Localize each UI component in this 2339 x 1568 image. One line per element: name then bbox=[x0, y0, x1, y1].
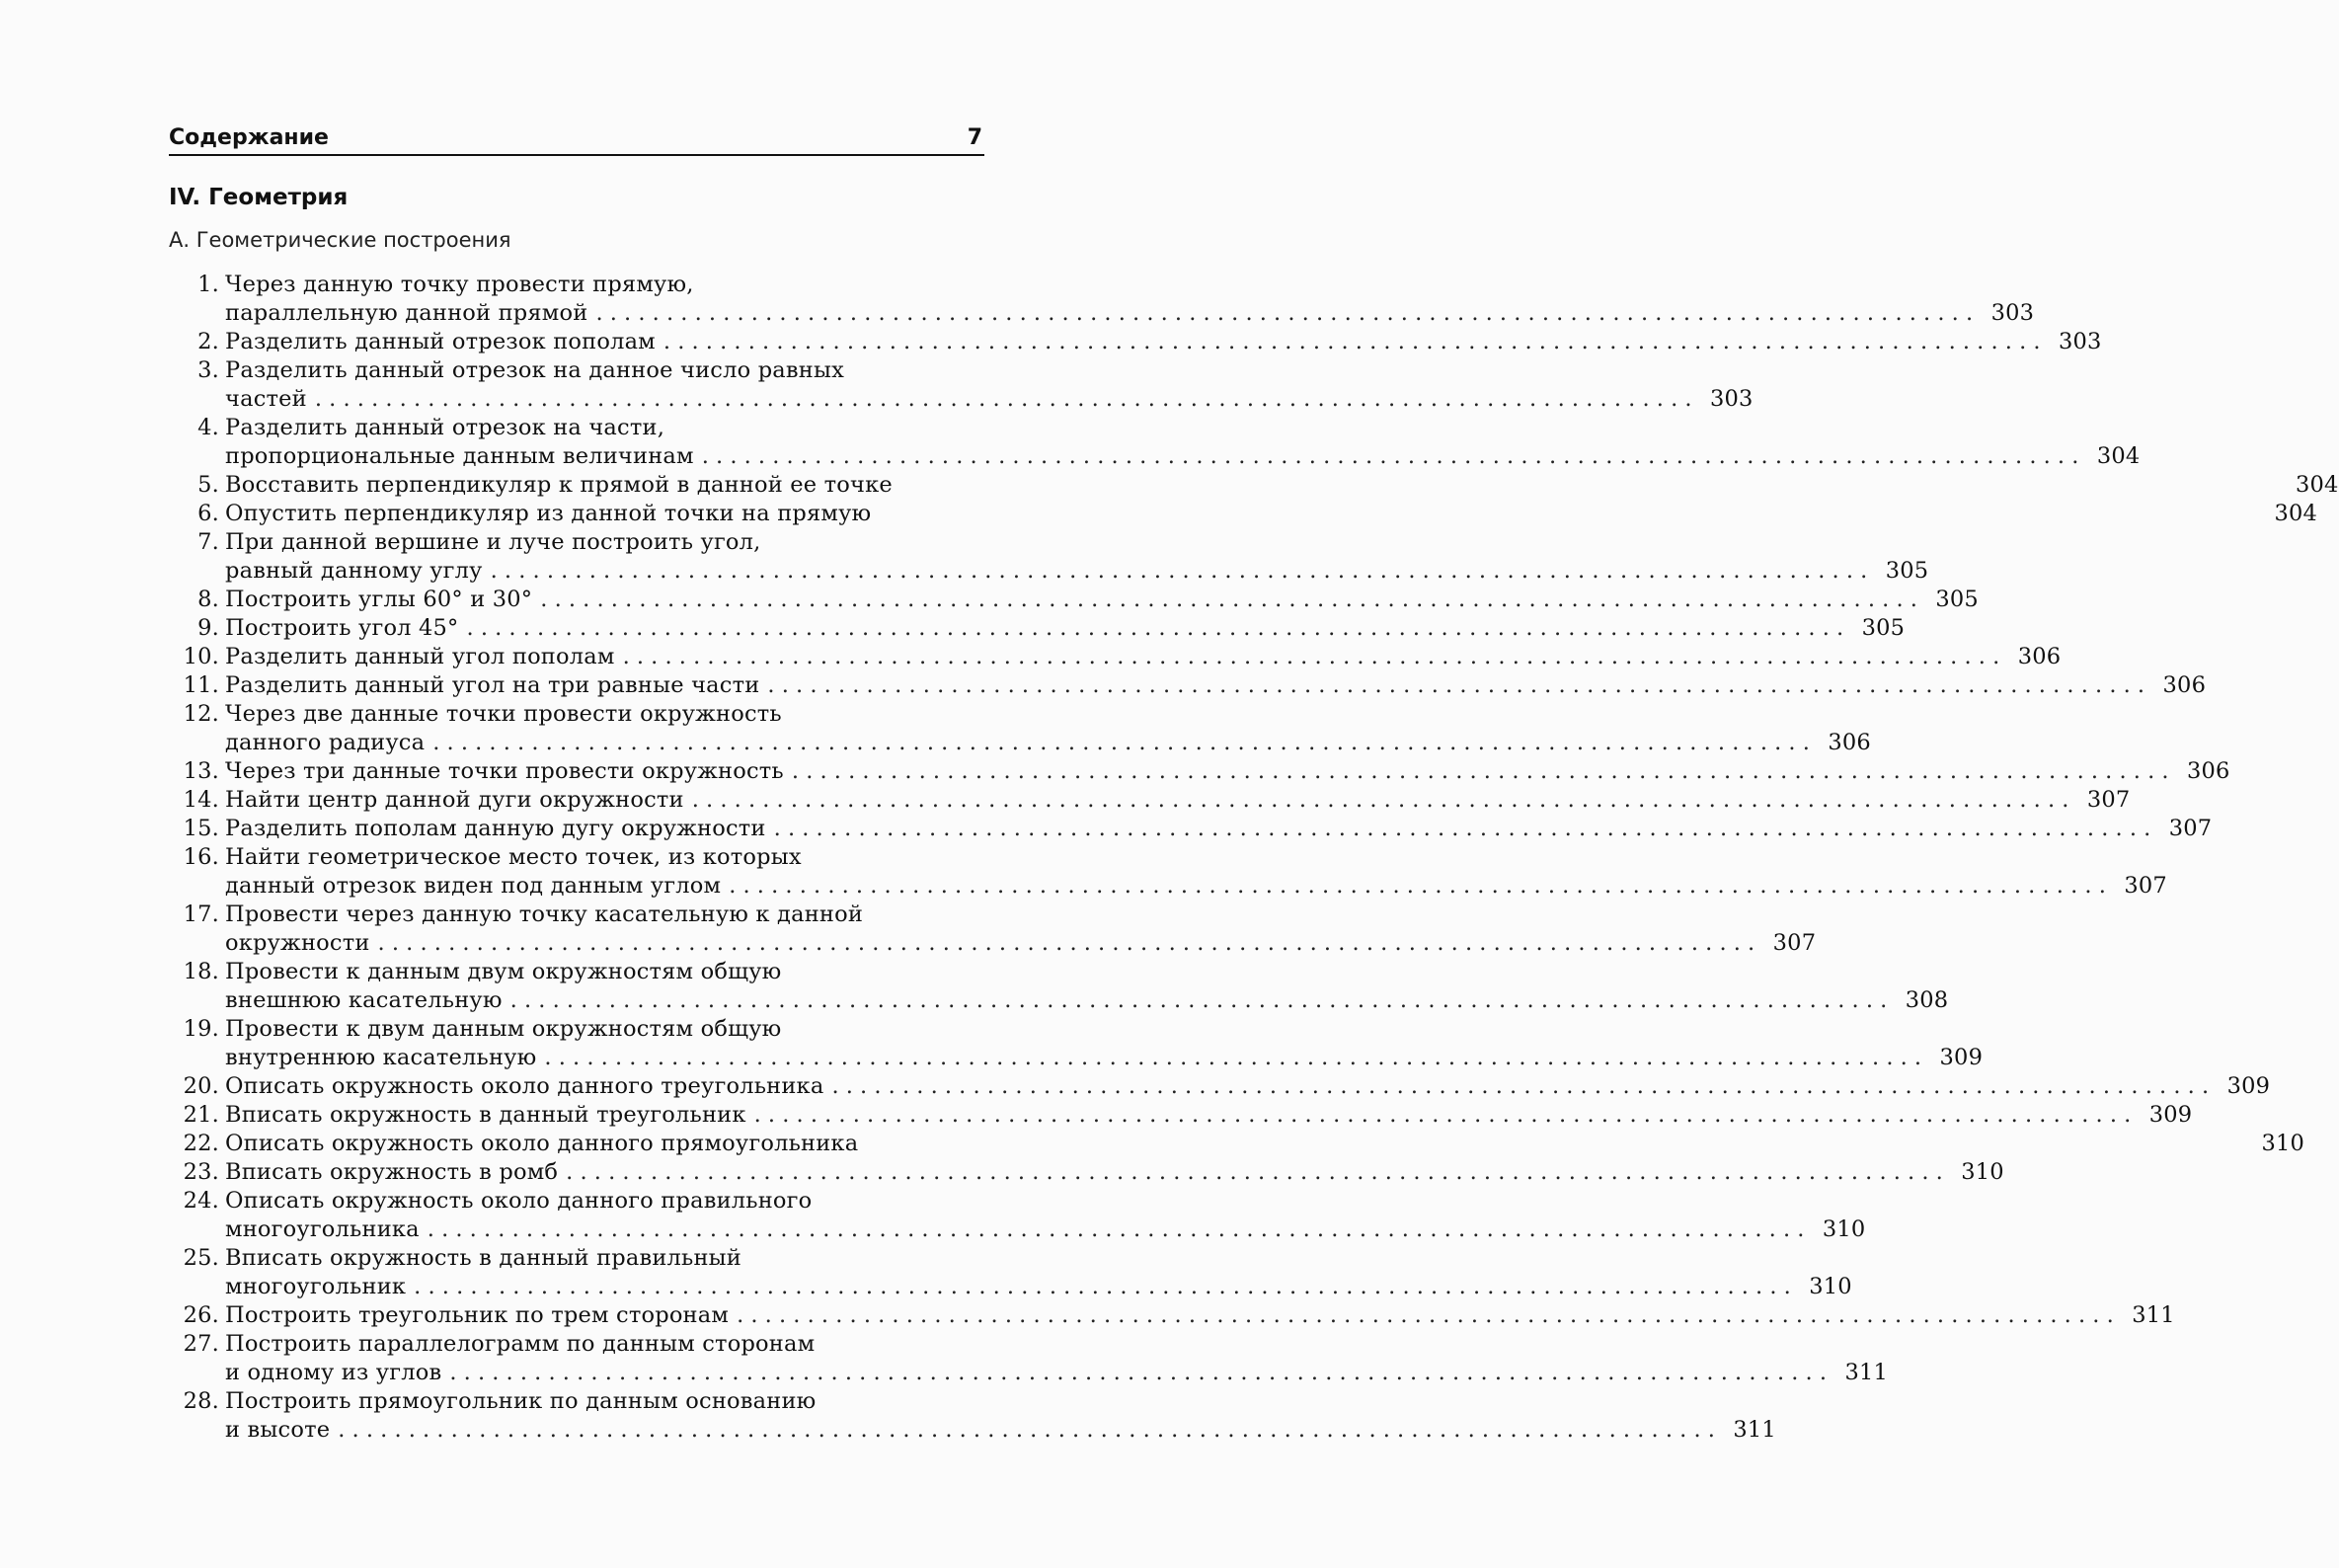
toc-entry bbox=[169, 700, 1871, 757]
dot-leader bbox=[414, 1273, 1791, 1301]
toc-entry-text-line: Через две данные точки провести окружность bbox=[225, 701, 782, 727]
toc-entry-text-line: внутреннюю касательную bbox=[225, 1045, 537, 1070]
toc-entry-last-line bbox=[225, 471, 2339, 500]
toc-entry-text-line: Найти геометрическое место точек, из которых bbox=[225, 844, 802, 870]
dot-leader bbox=[595, 299, 1973, 328]
toc-entry-page-number: 304 bbox=[2296, 472, 2339, 498]
dot-leader bbox=[623, 643, 2000, 671]
toc-entry-last-line bbox=[225, 1301, 2175, 1330]
toc-entry-text-line: Вписать окружность в данный треугольник bbox=[225, 1102, 746, 1128]
toc-entry-body bbox=[219, 614, 1905, 643]
dot-leader bbox=[428, 1215, 1805, 1244]
toc-entry-number: 27. bbox=[183, 1331, 219, 1357]
dot-leader bbox=[338, 1416, 1715, 1445]
toc-entry-last-line bbox=[225, 328, 2102, 356]
dot-leader bbox=[792, 757, 2169, 786]
toc-entry-text-line: Восставить перпендикуляр к прямой в данной ее точке bbox=[225, 472, 893, 498]
toc-entry-body bbox=[219, 1158, 2004, 1187]
toc-entry-last-line bbox=[225, 299, 2034, 328]
section-title: А. Геометрические построения bbox=[169, 228, 511, 252]
toc-entry-number: 15. bbox=[183, 816, 219, 841]
toc-entry-text-line: пропорциональные данным величинам bbox=[225, 443, 694, 469]
toc-entry-number: 22. bbox=[183, 1131, 219, 1156]
toc-entry-number: 4. bbox=[197, 415, 219, 440]
toc-entry-number: 10. bbox=[183, 644, 219, 669]
toc-entry-text-line: и одному из углов bbox=[225, 1360, 442, 1385]
toc-entry-body bbox=[219, 1301, 2175, 1330]
toc-entry-text-line: окружности bbox=[225, 930, 370, 956]
toc-entry-body bbox=[219, 586, 1979, 614]
toc-entry-body bbox=[219, 671, 2206, 700]
toc-entry-body bbox=[219, 1130, 2304, 1158]
toc-entry-text-line: Построить углы 60° и 30° bbox=[225, 587, 533, 612]
toc-entry-page-number: 310 bbox=[2261, 1131, 2304, 1156]
toc-entry-last-line bbox=[225, 1215, 1865, 1244]
toc-entry-body bbox=[219, 356, 1754, 414]
toc-entry-page-number: 309 bbox=[2148, 1102, 2193, 1128]
toc-entry-page-number: 304 bbox=[2274, 501, 2318, 526]
toc-entry-number: 14. bbox=[183, 787, 219, 813]
toc-entry-last-line bbox=[225, 614, 1905, 643]
toc-entry-last-line bbox=[225, 643, 2061, 671]
toc-entry bbox=[169, 528, 1929, 586]
toc-entry-number: 13. bbox=[183, 758, 219, 784]
toc-entry-page-number: 310 bbox=[1961, 1159, 2004, 1185]
dot-leader bbox=[491, 557, 1868, 586]
toc-entry-last-line bbox=[225, 1416, 1776, 1445]
toc-entry bbox=[169, 1130, 2304, 1158]
toc-entry-last-line bbox=[225, 586, 1979, 614]
toc-entry bbox=[169, 414, 2141, 471]
toc-entry-page-number: 307 bbox=[1772, 930, 1817, 956]
toc-entry-number: 5. bbox=[197, 472, 219, 498]
toc-entry-page-number: 305 bbox=[1935, 587, 1979, 612]
toc-entry-text-line: Через три данные точки провести окружность bbox=[225, 758, 784, 784]
toc-entry-body bbox=[219, 1244, 1852, 1301]
toc-entry-text-line: Разделить данный угол на три равные части bbox=[225, 672, 760, 698]
toc-entry-number: 1. bbox=[197, 272, 219, 297]
toc-entry-page-number: 309 bbox=[1939, 1045, 1984, 1070]
toc-entry-page-number: 307 bbox=[2168, 816, 2213, 841]
toc-entry-text-line: Найти центр данной дуги окружности bbox=[225, 787, 684, 813]
toc-entry-text-line: частей bbox=[225, 386, 307, 412]
dot-leader bbox=[315, 385, 1692, 414]
toc-entry-text-line: Вписать окружность в данный правильный bbox=[225, 1245, 741, 1271]
toc-entry bbox=[169, 1301, 2175, 1330]
toc-entry-number: 8. bbox=[197, 587, 219, 612]
toc-entry bbox=[169, 614, 1906, 643]
toc-entry-text-line: Через данную точку провести прямую, bbox=[225, 272, 694, 297]
toc-entry bbox=[169, 643, 2062, 671]
toc-entry-page-number: 311 bbox=[1733, 1417, 1776, 1443]
toc-entry bbox=[169, 586, 1979, 614]
toc-entry-text-line: Разделить данный отрезок на части, bbox=[225, 415, 665, 440]
toc-entry-body bbox=[219, 1330, 1888, 1387]
toc-entry-body bbox=[219, 1015, 1983, 1072]
dot-leader bbox=[449, 1359, 1827, 1387]
toc-entry-last-line bbox=[225, 1273, 1852, 1301]
toc-entry-page-number: 308 bbox=[1905, 987, 1949, 1013]
toc-entry-number: 23. bbox=[183, 1159, 219, 1185]
toc-entry-number: 3. bbox=[197, 357, 219, 383]
toc-entry-last-line bbox=[225, 1130, 2304, 1158]
toc-entry-last-line bbox=[225, 757, 2230, 786]
toc-entry bbox=[169, 500, 2318, 528]
toc-entry-text-line: Провести через данную точку касательную к данной bbox=[225, 902, 864, 927]
toc-entry-text-line: Разделить данный отрезок на данное число равных bbox=[225, 357, 844, 383]
toc-entry-number: 21. bbox=[183, 1102, 219, 1128]
toc-entry-text-line: Построить угол 45° bbox=[225, 615, 459, 641]
toc-entry-body bbox=[219, 328, 2102, 356]
toc-entry-text-line: данный отрезок виден под данным углом bbox=[225, 873, 722, 899]
running-head-page-number: 7 bbox=[967, 125, 982, 150]
toc-entry bbox=[169, 1330, 1889, 1387]
toc-entry-page-number: 307 bbox=[2124, 873, 2167, 899]
toc-entry-body bbox=[219, 700, 1871, 757]
toc-entry-page-number: 303 bbox=[2059, 329, 2102, 354]
toc-entry-body bbox=[219, 643, 2061, 671]
dot-leader bbox=[831, 1072, 2209, 1101]
toc-entry-text-line: Провести к данным двум окружностям общую bbox=[225, 959, 782, 984]
toc-entry-page-number: 304 bbox=[2096, 443, 2141, 469]
dot-leader bbox=[544, 1044, 1921, 1072]
toc-entry-page-number: 306 bbox=[1828, 730, 1871, 755]
toc-entry-number: 28. bbox=[183, 1388, 219, 1414]
toc-entry-body bbox=[219, 528, 1928, 586]
toc-entry-text-line: Построить прямоугольник по данным основанию bbox=[225, 1388, 817, 1414]
toc-entry-text-line: Описать окружность около данного прямоугольника bbox=[225, 1131, 859, 1156]
dot-leader bbox=[432, 729, 1810, 757]
toc-entry bbox=[169, 1387, 1776, 1445]
toc-entry-number: 20. bbox=[183, 1073, 219, 1099]
dot-leader bbox=[774, 815, 2151, 843]
toc-entry bbox=[169, 1015, 1984, 1072]
toc-entry-body bbox=[219, 271, 2034, 328]
toc-entry-text-line: Описать окружность около данного треугольника bbox=[225, 1073, 824, 1099]
toc-entry-body bbox=[219, 1387, 1776, 1445]
toc-entry-body bbox=[219, 786, 2130, 815]
toc-entry-text-line: равный данному углу bbox=[225, 558, 483, 584]
toc-entry bbox=[169, 843, 2167, 901]
toc-entry-last-line bbox=[225, 1158, 2004, 1187]
toc-entry-page-number: 303 bbox=[1709, 386, 1754, 412]
toc-entry-number: 9. bbox=[197, 615, 219, 641]
toc-entry-page-number: 305 bbox=[1861, 615, 1906, 641]
dot-leader bbox=[566, 1158, 1943, 1187]
toc-entry-body bbox=[219, 414, 2140, 471]
dot-leader bbox=[540, 586, 1917, 614]
toc-entry-page-number: 303 bbox=[1990, 300, 2035, 326]
toc-entry-text-line: внешнюю касательную bbox=[225, 987, 503, 1013]
toc-entry-last-line bbox=[225, 385, 1754, 414]
toc-entry-text-line: Построить параллелограмм по данным сторонам bbox=[225, 1331, 816, 1357]
running-head-title: Содержание bbox=[169, 125, 329, 150]
toc-entry-page-number: 310 bbox=[1822, 1216, 1866, 1242]
toc-entry-body bbox=[219, 500, 2317, 528]
toc-entry-text-line: Опустить перпендикуляр из данной точки на прямую bbox=[225, 501, 872, 526]
toc-entry bbox=[169, 356, 1754, 414]
toc-entry bbox=[169, 1072, 2271, 1101]
toc-entry-page-number: 310 bbox=[1809, 1274, 1852, 1299]
toc-entry bbox=[169, 328, 2102, 356]
toc-entry-number: 24. bbox=[183, 1188, 219, 1214]
toc-entry bbox=[169, 471, 2339, 500]
toc-entry-text-line: Построить треугольник по трем сторонам bbox=[225, 1302, 730, 1328]
toc-entry-page-number: 306 bbox=[2162, 672, 2207, 698]
toc-entry bbox=[169, 958, 1949, 1015]
toc-entry-number: 18. bbox=[183, 959, 219, 984]
toc-entry-text-line: Вписать окружность в ромб bbox=[225, 1159, 559, 1185]
toc-entry-page-number: 309 bbox=[2226, 1073, 2271, 1099]
dot-leader bbox=[754, 1101, 2132, 1130]
toc-entry bbox=[169, 1158, 2004, 1187]
toc-entry bbox=[169, 671, 2207, 700]
toc-entry-last-line bbox=[225, 729, 1871, 757]
toc-entry-body bbox=[219, 757, 2230, 786]
toc-entry-number: 7. bbox=[197, 529, 219, 555]
dot-leader bbox=[378, 929, 1755, 958]
toc-entry-text-line: многоугольник bbox=[225, 1274, 407, 1299]
toc-entry-number: 6. bbox=[197, 501, 219, 526]
toc-entry-number: 2. bbox=[197, 329, 219, 354]
toc-entry-last-line bbox=[225, 1072, 2270, 1101]
toc-entry-body bbox=[219, 815, 2212, 843]
toc-entry-last-line bbox=[225, 1101, 2192, 1130]
toc-entry-last-line bbox=[225, 986, 1948, 1015]
dot-leader bbox=[702, 442, 2079, 471]
toc-entry-last-line bbox=[225, 872, 2167, 901]
toc-entry-text-line: параллельную данной прямой bbox=[225, 300, 588, 326]
toc-entry-number: 25. bbox=[183, 1245, 219, 1271]
toc-entry-number: 17. bbox=[183, 902, 219, 927]
toc-entry bbox=[169, 901, 1817, 958]
toc-entry-body bbox=[219, 471, 2339, 500]
toc-entry-last-line bbox=[225, 929, 1816, 958]
toc-entry-last-line bbox=[225, 1359, 1888, 1387]
dot-leader bbox=[663, 328, 2041, 356]
toc-entry-last-line bbox=[225, 671, 2206, 700]
toc-entry bbox=[169, 1101, 2193, 1130]
dot-leader bbox=[467, 614, 1844, 643]
part-title: IV. Геометрия bbox=[169, 185, 349, 210]
toc-entry-last-line bbox=[225, 500, 2317, 528]
toc-entry-number: 11. bbox=[183, 672, 219, 698]
dot-leader bbox=[767, 671, 2144, 700]
toc-entry-text-line: Разделить данный отрезок пополам bbox=[225, 329, 656, 354]
toc-entry-number: 19. bbox=[183, 1016, 219, 1042]
toc-entry-body bbox=[219, 1187, 1865, 1244]
toc-entry bbox=[169, 815, 2213, 843]
toc-entry bbox=[169, 757, 2230, 786]
toc-entry-body bbox=[219, 843, 2167, 901]
toc-entry-page-number: 311 bbox=[1844, 1360, 1889, 1385]
toc-entry bbox=[169, 786, 2131, 815]
toc-entry-text-line: данного радиуса bbox=[225, 730, 426, 755]
toc-entry-last-line bbox=[225, 786, 2130, 815]
toc-entry-text-line: многоугольника bbox=[225, 1216, 420, 1242]
toc-entry-page-number: 306 bbox=[2187, 758, 2230, 784]
toc-entry-body bbox=[219, 1072, 2270, 1101]
toc-entry-page-number: 305 bbox=[1885, 558, 1929, 584]
toc-entry bbox=[169, 271, 2035, 328]
toc-entry-text-line: Разделить данный угол пополам bbox=[225, 644, 615, 669]
toc-entry-last-line bbox=[225, 815, 2212, 843]
toc-entry-number: 26. bbox=[183, 1302, 219, 1328]
toc-entry-body bbox=[219, 958, 1948, 1015]
dot-leader bbox=[692, 786, 2069, 815]
toc-entry bbox=[169, 1244, 1852, 1301]
dot-leader bbox=[510, 986, 1888, 1015]
dot-leader bbox=[737, 1301, 2114, 1330]
toc-entry-text-line: и высоте bbox=[225, 1417, 331, 1443]
toc-entry-text-line: При данной вершине и луче построить угол, bbox=[225, 529, 761, 555]
table-of-contents bbox=[169, 271, 2339, 1445]
toc-entry bbox=[169, 1187, 1866, 1244]
toc-entry-page-number: 306 bbox=[2017, 644, 2062, 669]
toc-entry-number: 16. bbox=[183, 844, 219, 870]
toc-entry-body bbox=[219, 1101, 2192, 1130]
toc-entry-last-line bbox=[225, 442, 2140, 471]
toc-entry-page-number: 311 bbox=[2132, 1302, 2175, 1328]
toc-entry-text-line: Провести к двум данным окружностям общую bbox=[225, 1016, 782, 1042]
toc-entry-text-line: Описать окружность около данного правильного bbox=[225, 1188, 813, 1214]
toc-entry-last-line bbox=[225, 557, 1928, 586]
toc-entry-number: 12. bbox=[183, 701, 219, 727]
dot-leader bbox=[729, 872, 2106, 901]
toc-entry-page-number: 307 bbox=[2086, 787, 2131, 813]
toc-entry-text-line: Разделить пополам данную дугу окружности bbox=[225, 816, 766, 841]
toc-entry-body bbox=[219, 901, 1816, 958]
running-head bbox=[169, 124, 984, 156]
toc-entry-last-line bbox=[225, 1044, 1983, 1072]
